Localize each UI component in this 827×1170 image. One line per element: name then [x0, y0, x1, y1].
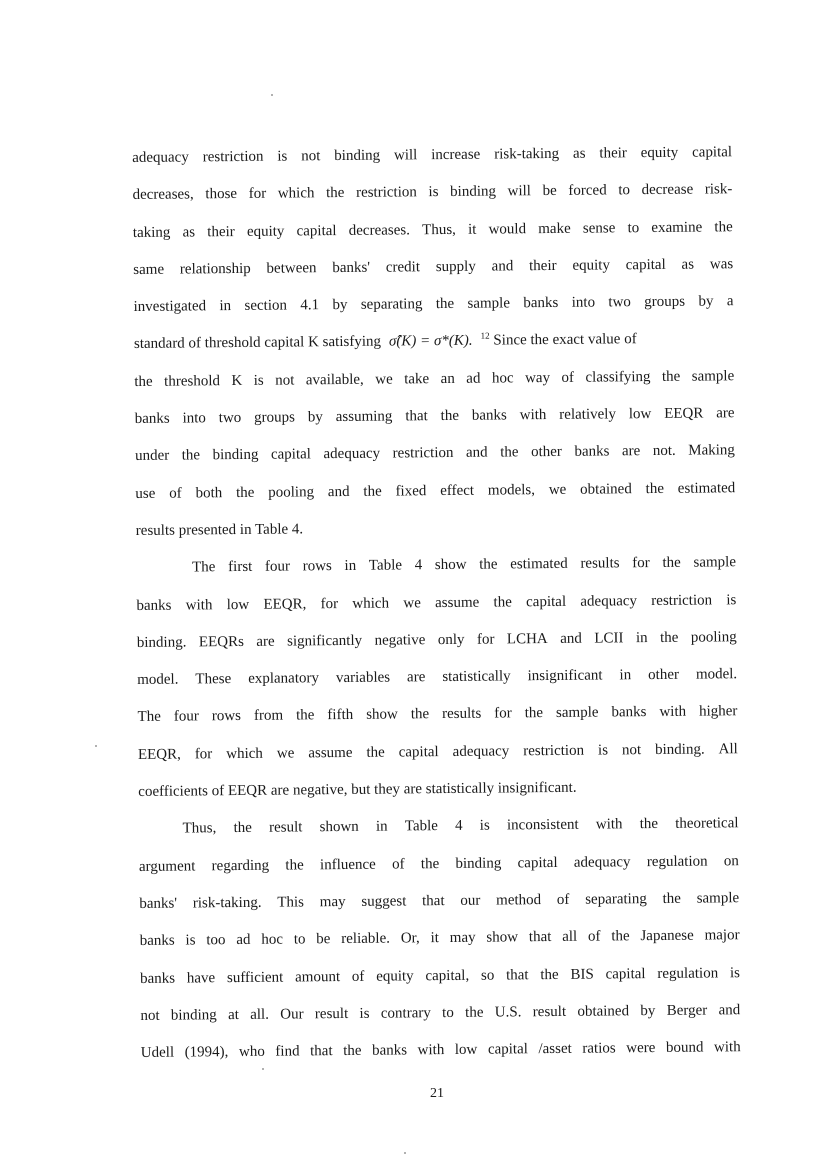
text-line: Thus, the result shown in Table 4 is inconsistent with the theoretical: [182, 815, 739, 837]
text-line: under the binding capital adequacy restriction and the other banks are not. Making: [134, 442, 735, 465]
text-line: argument regarding the influence of the binding capital adequacy regulation on: [138, 852, 739, 875]
text-line: binding. EEQRs are significantly negative only for LCHA and LCII in the pooling: [136, 629, 737, 651]
text-line: banks' risk-taking. This may suggest that our method of separating the sample: [139, 890, 740, 912]
text-line: EEQR, for which we assume the capital adequacy restriction is not binding. All: [137, 740, 738, 763]
text-line: banks have sufficient amount of equity capital, so that the BIS capital regulation is: [139, 964, 741, 987]
text-line: banks is too ad hoc to be reliable. Or, it may show that all of the Japanese major: [139, 927, 740, 950]
footnote-marker: 12: [480, 331, 490, 342]
text-line: The four rows from the fifth show the results for the sample banks with higher: [137, 703, 738, 726]
page-number: 21: [430, 1086, 444, 1101]
text-line: not binding at all. Our result is contrary to the U.S. result obtained by Berger and: [140, 1002, 741, 1024]
text-line: coefficients of EEQR are negative, but they are statistically insignificant.: [138, 779, 577, 801]
scan-speck: [404, 1152, 406, 1154]
formula-line: [134, 321, 734, 364]
text-line: same relationship between banks' credit supply and their equity capital as was: [133, 256, 734, 278]
text-line: investigated in section 4.1 by separating the sample banks into two groups by a: [133, 293, 734, 316]
text-line: the threshold K is not available, we take an ad hoc way of classifying the sample: [134, 368, 735, 390]
text-line: adequacy restriction is not binding will increase risk-taking as their equity capital: [132, 144, 733, 166]
text-line: decreases, those for which the restriction is binding will be forced to decrease risk-: [132, 181, 733, 204]
text-line: taking as their equity capital decreases. Thus, it would make sense to examine the: [132, 218, 733, 241]
text-line: model. These explanatory variables are statistically insignificant in other model.: [137, 666, 738, 689]
scan-speck: [262, 1068, 264, 1070]
formula-line-after: Since the exact value of: [493, 331, 637, 350]
text-line: Udell (1994), who find that the banks with low capital /asset ratios were bound with: [140, 1039, 741, 1062]
text-line: use of both the pooling and the fixed effect models, we obtained the estimated: [135, 479, 736, 502]
threshold-formula: σ̂(K) = σ*(K).: [388, 333, 473, 351]
text-line: banks into two groups by assuming that the banks with relatively low EEQR are: [134, 405, 735, 428]
scan-speck: [95, 745, 97, 747]
text-line: The first four rows in Table 4 show the estimated results for the sample: [192, 554, 737, 576]
scan-speck: [271, 94, 273, 96]
text-line: results presented in Table 4.: [135, 521, 304, 539]
formula-line-before: standard of threshold capital K satisfying: [133, 334, 382, 353]
text-line: banks with low EEQR, for which we assume the capital adequacy restriction is: [136, 591, 737, 614]
body-text: [132, 134, 741, 1072]
